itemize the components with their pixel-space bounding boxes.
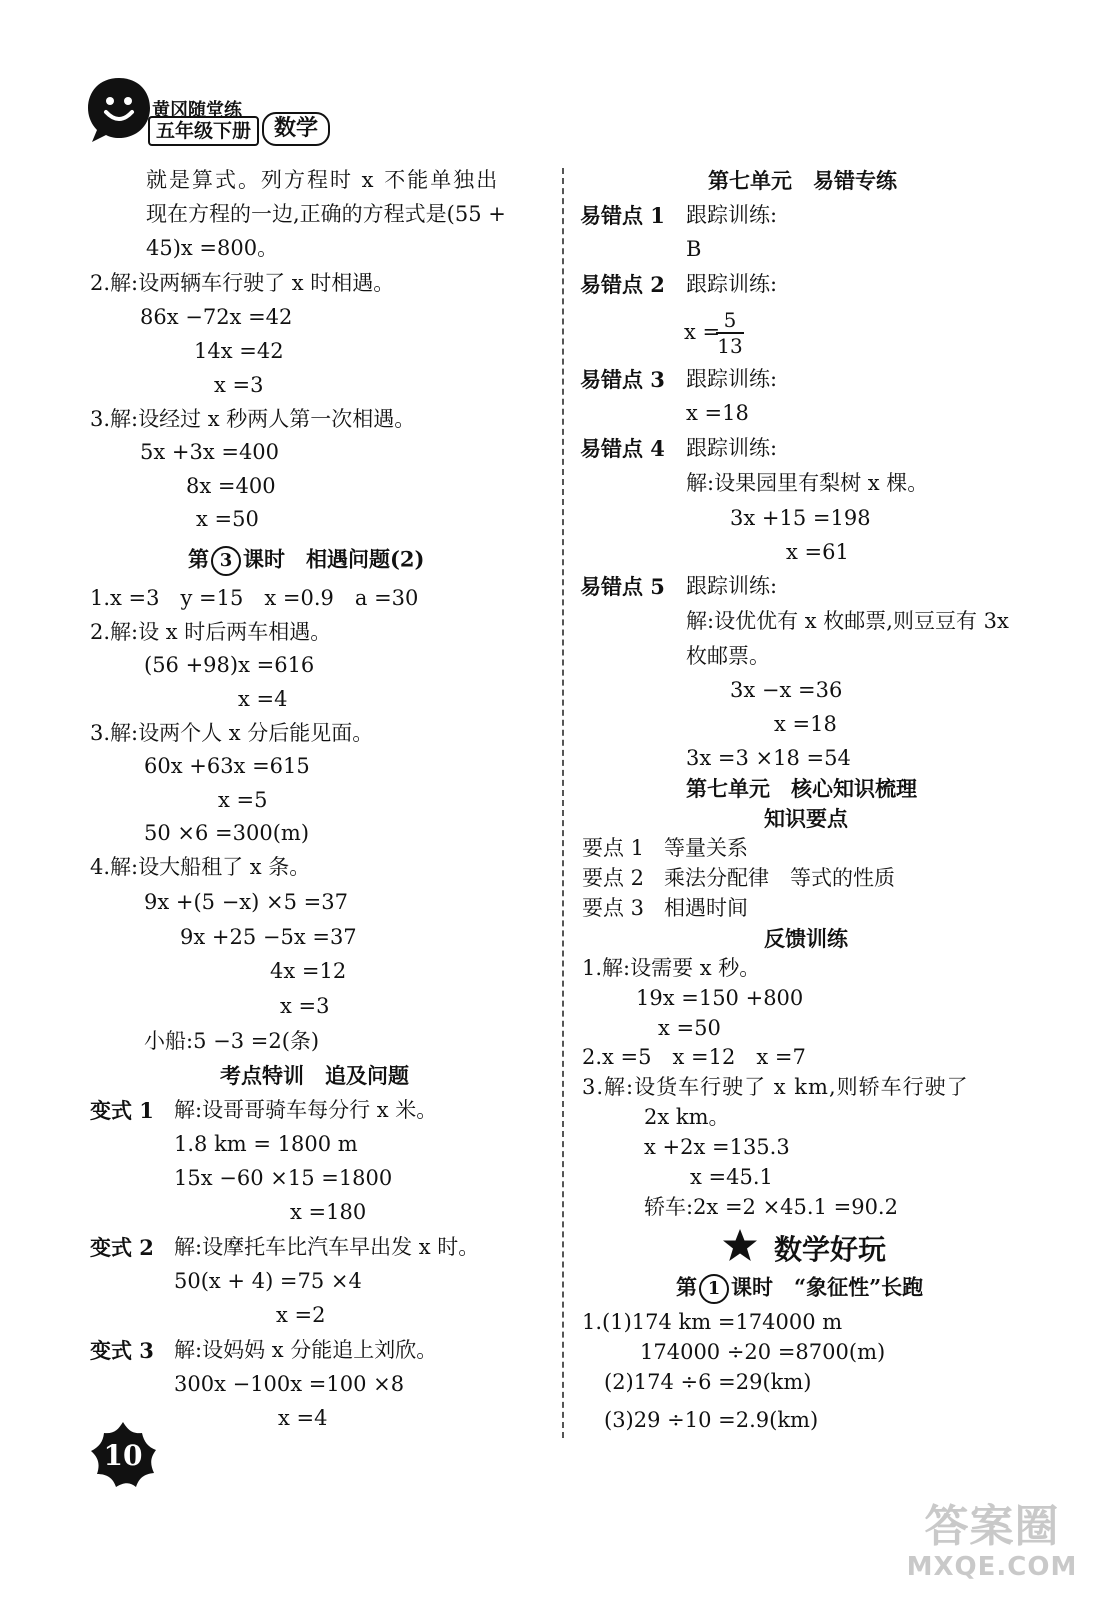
error-point-label: 易错点 1 (580, 203, 665, 228)
equation-line: x =18 (686, 401, 749, 425)
section-heading (188, 546, 424, 576)
equation-line: x =50 (658, 1016, 721, 1040)
equation-line: x =3 (214, 373, 264, 397)
heading-title: 课时 相遇问题(2) (243, 546, 425, 572)
equation-line: x =3 (280, 994, 330, 1018)
equation-line: (56 +98)x =616 (144, 653, 315, 677)
equation-line: 9x +25 −5x =37 (180, 925, 357, 949)
lesson-number-circle: 1 (699, 1274, 729, 1304)
equation-line: 3x −x =36 (730, 678, 843, 702)
equation-line: x =2 (276, 1303, 326, 1327)
answer-line: 跟踪训练: (686, 574, 778, 598)
error-point-label: 易错点 3 (580, 367, 665, 392)
answer-line: 跟踪训练: (686, 436, 778, 460)
answer-line: 现在方程的一边,正确的方程式是(55 + (146, 202, 506, 226)
answer-line: 1.(1)174 km =174000 m (582, 1310, 843, 1334)
key-point-text: 相遇时间 (664, 896, 748, 920)
heading-prefix: 第 (188, 546, 209, 572)
equation-line: x =180 (290, 1200, 367, 1224)
equation-line: 300x −100x =100 ×8 (174, 1372, 405, 1396)
equation-line: x =61 (786, 540, 849, 564)
answer-line: 解:设优优有 x 枚邮票,则豆豆有 3x (686, 609, 1009, 633)
error-point-label: 易错点 2 (580, 272, 665, 297)
variant-label: 变式 3 (90, 1338, 154, 1363)
answer-line: 3.解:设两个人 x 分后能见面。 (90, 721, 374, 745)
equation-line: 174000 ÷20 =8700(m) (640, 1340, 886, 1364)
answer-line: 解:设哥哥骑车每分行 x 米。 (174, 1098, 438, 1122)
answer-line: 2x km。 (644, 1105, 730, 1129)
equation-line: x =50 (196, 507, 259, 531)
equation-line: 14x =42 (194, 339, 284, 363)
key-point-label: 要点 2 (582, 866, 645, 890)
watermark-logo: 答案圈 (924, 1501, 1060, 1552)
page-number: 10 (103, 1439, 143, 1472)
answer-line: 2.解:设两辆车行驶了 x 时相遇。 (90, 271, 395, 295)
answer-line: 枚邮票。 (686, 644, 770, 668)
fraction-numerator: 5 (723, 308, 737, 332)
equation-line: x =4 (238, 687, 288, 711)
fraction-denominator: 13 (717, 334, 743, 358)
section-heading: 数学好玩 (774, 1233, 887, 1266)
column-divider (562, 168, 564, 1438)
key-point-label: 要点 3 (582, 896, 645, 920)
variant-label: 变式 1 (90, 1098, 154, 1123)
answer-line: 解:设妈妈 x 分能追上刘欣。 (174, 1338, 438, 1362)
star-icon (722, 1228, 758, 1262)
section-heading: 第七单元 核心知识梳理 (686, 776, 917, 801)
answer-line: 跟踪训练: (686, 203, 778, 227)
answer-line: (2)174 ÷6 =29(km) (604, 1370, 812, 1394)
equation-line: x =18 (774, 712, 837, 736)
answer-line: 4.解:设大船租了 x 条。 (90, 855, 311, 879)
answer-line: 2.解:设 x 时后两车相遇。 (90, 620, 332, 644)
answer-line: 1.解:设需要 x 秒。 (582, 956, 761, 980)
variant-label: 变式 2 (90, 1235, 154, 1260)
answer-line: (3)29 ÷10 =2.9(km) (604, 1408, 819, 1432)
equation-line: 8x =400 (186, 474, 276, 498)
lesson-number-circle: 3 (211, 546, 241, 576)
equation-line: x =4 (278, 1406, 328, 1430)
subsection-heading: 反馈训练 (764, 926, 848, 951)
subject-label: 数学 (262, 112, 330, 146)
smiley-face-icon (84, 74, 154, 144)
equation-line: x +2x =135.3 (644, 1135, 790, 1159)
equation-line: 60x +63x =615 (144, 754, 310, 778)
equation-line: 9x +(5 −x) ×5 =37 (144, 890, 348, 914)
section-heading: 考点特训 追及问题 (220, 1063, 409, 1088)
answer-line: 解:设摩托车比汽车早出发 x 时。 (174, 1235, 480, 1259)
error-point-label: 易错点 5 (580, 574, 665, 599)
answer-line: 就是算式。列方程时 x 不能单独出 (146, 168, 500, 192)
equation-line: x =5 (218, 788, 268, 812)
watermark (892, 1502, 1092, 1582)
error-point-label: 易错点 4 (580, 436, 665, 461)
heading-prefix: 第 (676, 1274, 697, 1300)
page-number-star-icon (88, 1420, 158, 1490)
heading-title: 课时 “象征性”长跑 (731, 1274, 924, 1300)
answer-line: 3.解:设经过 x 秒两人第一次相遇。 (90, 407, 416, 431)
subsection-heading: 知识要点 (764, 806, 848, 831)
answer-line: 解:设果园里有梨树 x 棵。 (686, 471, 929, 495)
section-heading: 第七单元 易错专练 (708, 168, 897, 193)
equation-line: 19x =150 +800 (636, 986, 804, 1010)
answer-line: 跟踪训练: (686, 272, 778, 296)
equation-line: 4x =12 (270, 959, 347, 983)
answer-line: 跟踪训练: (686, 367, 778, 391)
key-point-text: 乘法分配律 等式的性质 (664, 866, 895, 890)
series-title: 黄冈随堂练 (152, 100, 242, 121)
answer-line: 小船:5 −3 =2(条) (144, 1029, 320, 1053)
answer-line: 45)x =800。 (146, 236, 279, 260)
equation-line: 86x −72x =42 (140, 305, 293, 329)
answer-line: 1.x =3 y =15 x =0.9 a =30 (90, 586, 419, 610)
grade-label: 五年级下册 (148, 116, 259, 146)
equation-line: 3x =3 ×18 =54 (686, 746, 851, 770)
equation-line: 轿车:2x =2 ×45.1 =90.2 (644, 1195, 898, 1219)
equation-line: 50(x + 4) =75 ×4 (174, 1269, 362, 1293)
fraction (716, 308, 744, 358)
answer-line: 3.解:设货车行驶了 x km,则轿车行驶了 (582, 1075, 969, 1099)
equation-line: x =45.1 (690, 1165, 773, 1189)
equation-line: 5x +3x =400 (140, 440, 280, 464)
equation-line: x = (684, 320, 721, 344)
key-point-text: 等量关系 (664, 836, 748, 860)
equation-line: 50 ×6 =300(m) (144, 821, 310, 845)
key-point-label: 要点 1 (582, 836, 645, 860)
answer-line: B (686, 237, 702, 261)
watermark-url: MXQE.COM (906, 1552, 1078, 1582)
equation-line: 1.8 km = 1800 m (174, 1132, 358, 1156)
equation-line: 15x −60 ×15 =1800 (174, 1166, 393, 1190)
section-heading (676, 1274, 923, 1304)
answer-line: 2.x =5 x =12 x =7 (582, 1045, 806, 1069)
equation-line: 3x +15 =198 (730, 506, 871, 530)
